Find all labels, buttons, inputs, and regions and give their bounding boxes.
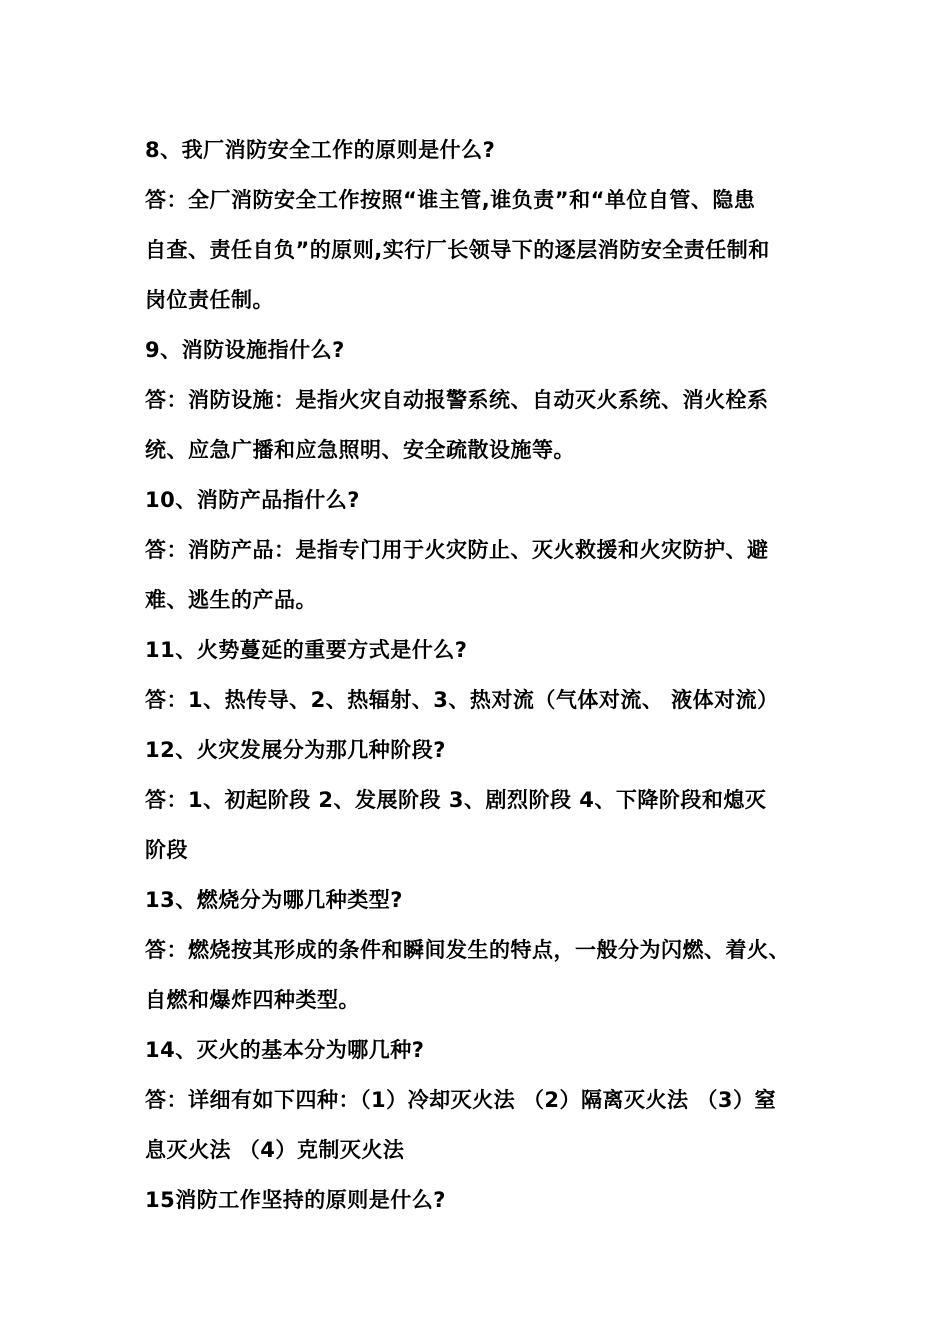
answer-8-line-1: 答：全厂消防安全工作按照“谁主管,谁负责”和“单位自管、隐患 bbox=[145, 188, 756, 212]
question-10: 10、消防产品指什么? bbox=[145, 488, 360, 512]
question-14: 14、灭火的基本分为哪几种? bbox=[145, 1038, 425, 1062]
answer-10-line-2: 难、逃生的产品。 bbox=[145, 588, 317, 612]
answer-12-line-2: 阶段 bbox=[145, 838, 188, 862]
answer-8-line-2: 自查、责任自负”的原则,实行厂长领导下的逐层消防安全责任制和 bbox=[145, 238, 770, 262]
answer-9-line-1: 答：消防设施：是指火灾自动报警系统、自动灭火系统、消火栓系 bbox=[145, 388, 769, 412]
question-9: 9、消防设施指什么? bbox=[145, 338, 345, 362]
question-8: 8、我厂消防安全工作的原则是什么? bbox=[145, 138, 496, 162]
question-11: 11、火势蔓延的重要方式是什么? bbox=[145, 638, 468, 662]
answer-8-line-3: 岗位责任制。 bbox=[145, 288, 274, 312]
answer-14-line-2: 息灭火法 （4）克制灭火法 bbox=[145, 1138, 405, 1162]
answer-13-line-1: 答：燃烧按其形成的条件和瞬间发生的特点，一般分为闪燃、着火、 bbox=[145, 938, 790, 962]
answer-14-line-1: 答：详细有如下四种：（1）冷却灭火法 （2）隔离灭火法 （3）窒 bbox=[145, 1088, 776, 1112]
question-13: 13、燃烧分为哪几种类型? bbox=[145, 888, 403, 912]
answer-11-line-1: 答：1、热传导、2、热辐射、3、热对流（气体对流、 液体对流） bbox=[145, 688, 779, 712]
answer-12-line-1: 答：1、初起阶段 2、发展阶段 3、剧烈阶段 4、下降阶段和熄灭 bbox=[145, 788, 767, 812]
answer-9-line-2: 统、应急广播和应急照明、安全疏散设施等。 bbox=[145, 438, 575, 462]
document-body bbox=[145, 125, 835, 1225]
question-12: 12、火灾发展分为那几种阶段? bbox=[145, 738, 446, 762]
answer-10-line-1: 答：消防产品：是指专门用于火灾防止、灭火救援和火灾防护、避 bbox=[145, 538, 769, 562]
answer-13-line-2: 自燃和爆炸四种类型。 bbox=[145, 988, 360, 1012]
question-15: 15消防工作坚持的原则是什么? bbox=[145, 1188, 446, 1212]
